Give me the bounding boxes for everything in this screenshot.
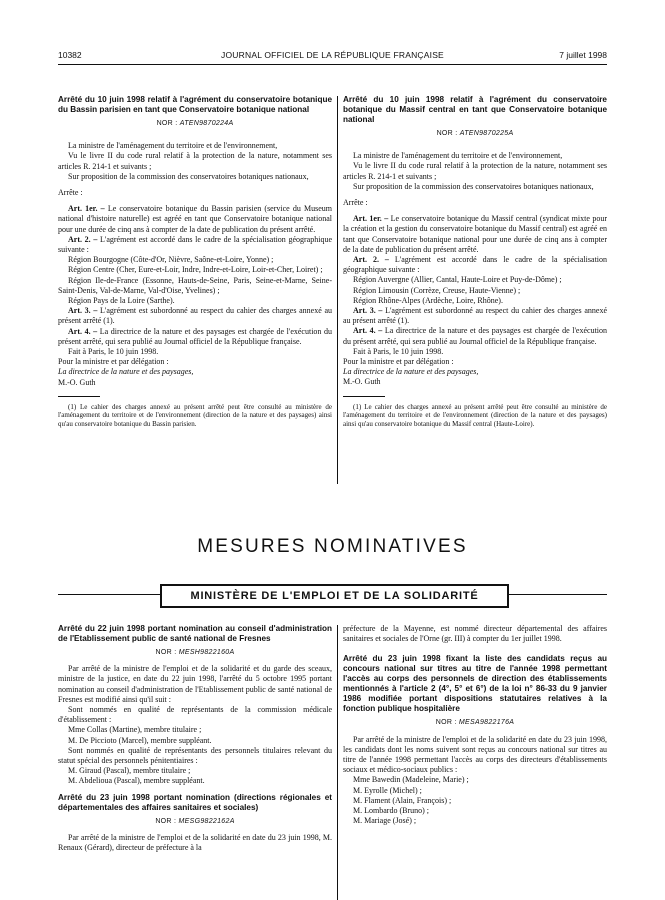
- article-3: Art. 3. – L'agrément est subordonné au respect du cahier des charges annexé au présent arrêté (1).: [343, 306, 607, 326]
- list-item: M. Eyrolle (Michel) ;: [353, 785, 422, 795]
- footnote: (1) Le cahier des charges annexé au présent arrêté peut être consulté au ministère de l'aménagement du territoire et de l'environnement (direction de la nature et des paysages) ainsi qu'au conservatoire botanique du Bassin parisien.: [58, 402, 332, 429]
- nor-reference: NOR : MESA9822176A: [435, 719, 515, 727]
- article-1: Art. 1er. – Le conservatoire botanique du Massif central (syndicat mixte pour la création et la gestion du conservatoire botanique du Massif central) est agréé en tant que Conservatoire botanique national pour une durée de cinq ans à compter de la date de publication du présent arrêté.: [343, 214, 607, 254]
- preamble-line: Vu le livre II du code rural relatif à la protection de la nature, notamment ses articles R. 214-1 et suivants ;: [58, 151, 332, 171]
- list-item: M. Giraud (Pascal), membre titulaire ;: [68, 766, 191, 776]
- region-item: Région Rhône-Alpes (Ardèche, Loire, Rhône).: [353, 295, 503, 305]
- issue-date: 7 juillet 1998: [559, 50, 607, 60]
- article-4: Art. 4. – La directrice de la nature et des paysages est chargée de l'exécution du présent arrêté, qui sera publié au Journal officiel de la République française.: [343, 326, 608, 346]
- section-title: MESURES NOMINATIVES: [197, 536, 468, 557]
- list-item: M. De Piccioto (Marcel), membre suppléant.: [68, 735, 212, 745]
- journal-title: JOURNAL OFFICIEL DE LA RÉPUBLIQUE FRANÇAISE: [221, 50, 444, 60]
- region-item: Région Auvergne (Allier, Cantal, Haute-Loire et Puy-de-Dôme) ;: [353, 275, 562, 285]
- right-decree: [343, 95, 607, 428]
- decree-title: Arrêté du 10 juin 1998 relatif à l'agrément du conservatoire botanique du Bassin parisien en tant que Conservatoire botanique national: [58, 95, 332, 114]
- paragraph: préfecture de la Mayenne, est nommé directeur départemental des affaires sanitaires et sociales de l'Orne (gr. III) à compter du 1er juillet 1998.: [343, 624, 607, 644]
- region-item: Région Limousin (Corrèze, Creuse, Haute-Vienne) ;: [353, 285, 521, 295]
- nor-reference: NOR : MESG9822162A: [155, 817, 235, 825]
- done-at: Fait à Paris, le 10 juin 1998.: [68, 347, 159, 357]
- arrete-label: Arrête :: [58, 188, 83, 198]
- signature-line: Pour la ministre et par délégation :: [343, 357, 454, 367]
- region-item: Région Bourgogne (Côte-d'Or, Nièvre, Saône-et-Loire, Yonne) ;: [68, 255, 274, 265]
- decree-title: Arrêté du 23 juin 1998 fixant la liste des candidats reçus au concours national sur titres au titre de l'année 1998 permettant l'accès au corps des personnels de direction des établissements mentionnés à l'article 2 (4°, 5° et 6°) de la loi n° 86-33 du 9 janvier 1986 modifiée portant dispositions statutaires relatives à la fonction publique hospitalière: [343, 654, 607, 714]
- bottom-left-column: [58, 624, 332, 853]
- article-2: Art. 2. – L'agrément est accordé dans le cadre de la spécialisation géographique suivante :: [58, 234, 332, 255]
- list-item: M. Flament (Alain, François) ;: [353, 795, 452, 805]
- nor-reference: NOR : MESH9822160A: [155, 649, 235, 656]
- decree-title: Arrêté du 10 juin 1998 relatif à l'agrément du conservatoire botanique du Massif central en tant que Conservatoire botanique national: [343, 95, 607, 124]
- bottom-right-column: [343, 624, 607, 826]
- header-rule: [58, 64, 607, 65]
- list-item: M. Abdelioua (Pascal), membre suppléant.: [68, 776, 205, 786]
- list-item: Mme Collas (Martine), membre titulaire ;: [68, 725, 202, 735]
- preamble-line: Vu le livre II du code rural relatif à la protection de la nature, notamment ses articles R. 214-1 et suivants ;: [343, 161, 607, 181]
- article-2: Art. 2. – L'agrément est accordé dans le cadre de la spécialisation géographique suivante :: [343, 255, 608, 275]
- list-item: Mme Bawedin (Madeleine, Marie) ;: [353, 775, 469, 785]
- paragraph: Par arrêté de la ministre de l'emploi et de la solidarité et du garde des sceaux, ministre de la justice, en date du 22 juin 1998, l'arrêté du 5 octobre 1995 portant nomination au conseil d'administration de l'Etablissement public de santé national de Fresnes est modifié ainsi qu'il suit :: [58, 664, 332, 704]
- footnote-rule: [58, 396, 100, 397]
- nor-reference: NOR : ATEN9870225A: [436, 130, 514, 137]
- signature-name: M.-O. Guth: [343, 377, 381, 387]
- preamble-line: Sur proposition de la commission des conservatoires botaniques nationaux,: [353, 181, 594, 191]
- region-item: Région Pays de la Loire (Sarthe).: [68, 296, 175, 306]
- paragraph: Sont nommés en qualité de représentants des personnels titulaires relevant du statut spécial des personnels pénitentiaires :: [58, 745, 332, 766]
- preamble-line: La ministre de l'aménagement du territoire et de l'environnement,: [353, 151, 563, 161]
- done-at: Fait à Paris, le 10 juin 1998.: [353, 346, 444, 356]
- footnote-rule: [343, 396, 385, 397]
- ministry-banner: MINISTÈRE DE L'EMPLOI ET DE LA SOLIDARITÉ: [160, 584, 509, 608]
- column-divider-bottom: [337, 625, 338, 900]
- decree-title: Arrêté du 23 juin 1998 portant nomination (directions régionales et départementales des affaires sanitaires et sociales): [58, 792, 332, 812]
- page-number: 10382: [58, 50, 82, 60]
- nor-reference: NOR : ATEN9870224A: [156, 120, 234, 127]
- arrete-label: Arrête :: [343, 198, 368, 208]
- paragraph: Sont nommés en qualité de représentants de la commission médicale d'établissement :: [58, 705, 332, 725]
- region-item: Région Ile-de-France (Essonne, Hauts-de-Seine, Paris, Seine-et-Marne, Seine-Saint-Denis, Val-de-Marne, Val-d'Oise, Yvelines) ;: [58, 275, 332, 295]
- list-item: M. Lombardo (Bruno) ;: [353, 806, 429, 816]
- paragraph: Par arrêté de la ministre de l'emploi et de la solidarité en date du 23 juin 1998, les candidats dont les noms suivent sont reçus au concours national sur titres au titre de l'année 1998 permettant l'accès au corps des directeurs d'établissements sociaux et médico-sociaux publics :: [343, 734, 607, 775]
- decree-title: Arrêté du 22 juin 1998 portant nomination au conseil d'administration de l'Etablissement public de santé national de Fresnes: [58, 624, 332, 643]
- preamble-line: La ministre de l'aménagement du territoire et de l'environnement,: [68, 141, 278, 151]
- footnote: (1) Le cahier des charges annexé au présent arrêté peut être consulté au ministère de l'aménagement du territoire et de l'environnement (direction de la nature et des paysages) ainsi qu'au conservatoire botanique du Massif central (Haute-Loire).: [343, 402, 607, 428]
- preamble-line: Sur proposition de la commission des conservatoires botaniques nationaux,: [68, 171, 309, 181]
- paragraph: Par arrêté de la ministre de l'emploi et de la solidarité en date du 23 juin 1998, M. Renaux (Gérard), directeur de préfecture à la: [58, 832, 332, 853]
- running-header: [58, 50, 607, 64]
- signature-name: M.-O. Guth: [58, 377, 96, 387]
- signature-line: Pour la ministre et par délégation :: [58, 357, 169, 367]
- list-item: M. Mariage (José) ;: [353, 816, 417, 826]
- article-1: Art. 1er. – Le conservatoire botanique du Bassin parisien (service du Museum national d'histoire naturelle) est agréé en tant que Conservatoire botanique national pour une durée de cinq ans à compter de la date de publication du présent arrêté.: [58, 204, 333, 234]
- column-divider-top: [337, 96, 338, 484]
- article-4: Art. 4. – La directrice de la nature et des paysages est chargée de l'exécution du présent arrêté, qui sera publié au Journal officiel de la République française.: [58, 326, 333, 346]
- left-decree: [58, 95, 332, 429]
- signature-role: La directrice de la nature et des paysages,: [58, 367, 194, 377]
- article-3: Art. 3. – L'agrément est subordonné au respect du cahier des charges annexé au présent arrêté (1).: [58, 306, 333, 326]
- region-item: Région Centre (Cher, Eure-et-Loir, Indre, Indre-et-Loire, Loir-et-Cher, Loiret) ;: [68, 265, 323, 275]
- signature-role: La directrice de la nature et des paysages,: [343, 367, 479, 377]
